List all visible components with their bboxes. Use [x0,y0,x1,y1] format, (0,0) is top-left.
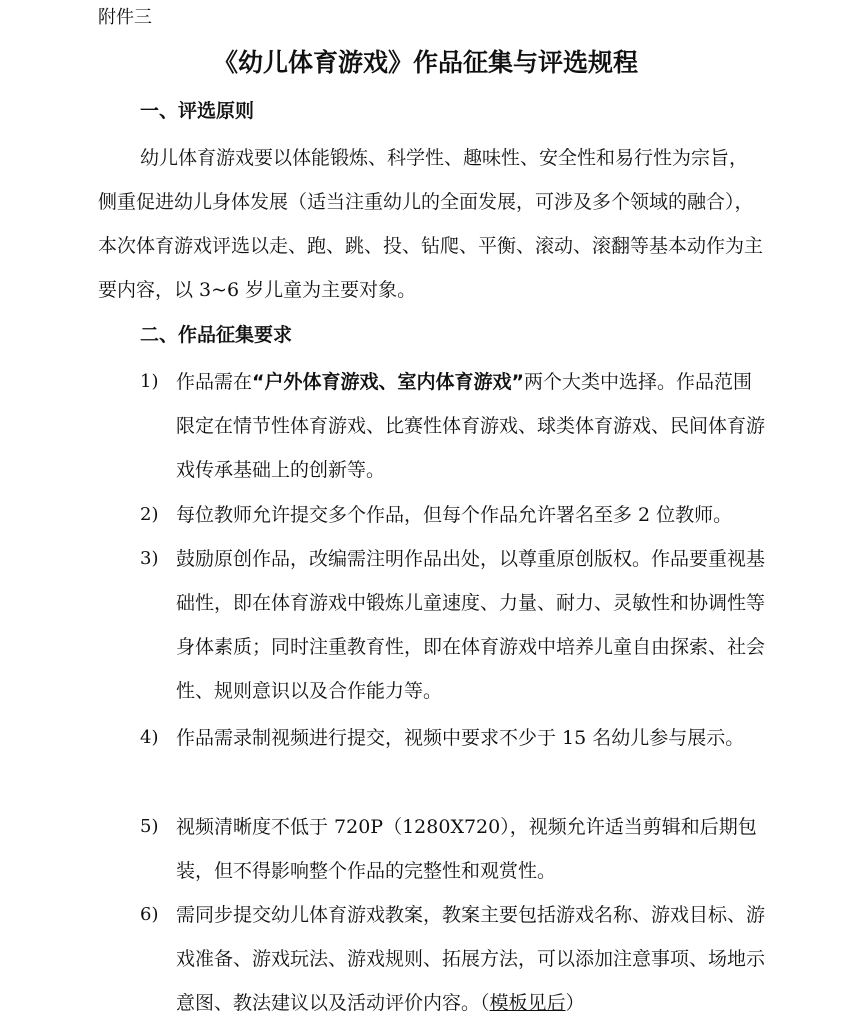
attachment-label: 附件三 [98,7,152,28]
document-title: 《幼儿体育游戏》作品征集与评选规程 [212,48,638,77]
item-text: 每位教师允许提交多个作品，但每个作品允许署名至多 2 位教师。 [176,504,733,526]
item-text: 视频清晰度不低于 720P（1280X720），视频允许适当剪辑和后期包装，但不得影响整个作品的完整性和观赏性。 [176,816,757,882]
principles-paragraph [98,136,766,312]
item-text: 作品需录制视频进行提交，视频中要求不少于 15 名幼儿参与展示。 [176,727,745,749]
item-number: 4) [140,727,159,748]
item-text-main: 需同步提交幼儿体育游戏教案，教案主要包括游戏名称、游戏目标、游戏准备、游戏玩法、游戏规则、拓展方法，可以添加注意事项、场地示意图、教法建议以及活动评价内容。（ [176,904,766,1014]
item-text: 鼓励原创作品，改编需注明作品出处，以尊重原创版权。作品要重视基础性，即在体育游戏中锻炼儿童速度、力量、耐力、灵敏性和协调性等身体素质；同时注重教育性，即在体育游戏中培养儿童自由探索、社会性、规则意识以及合作能力等。 [176,548,766,702]
item-text-pre: 作品需在 [176,371,253,393]
item-number: 5) [140,816,159,837]
item-text [176,360,766,492]
principles-text: 幼儿体育游戏要以体能锻炼、科学性、趣味性、安全性和易行性为宗旨，侧重促进幼儿身体发展（适当注重幼儿的全面发展，可涉及多个领域的融合），本次体育游戏评选以走、跑、跳、投、钻爬、平衡、滚动、滚翻等基本动作为主要内容，以 3~6 岁儿童为主要对象。 [98,147,764,301]
item-text-bold: “户外体育游戏、室内体育游戏” [252,371,524,393]
item-number: 6) [140,904,159,925]
item-number: 1) [140,371,159,392]
item-text [176,893,766,1025]
item-text-close: ） [565,992,585,1014]
template-link[interactable]: 模板见后 [489,992,566,1014]
item-number: 2) [140,504,159,525]
section-heading-principles: 一、评选原则 [140,100,255,122]
item-text-post: 两个大类中选择。作品范围限定在情节性体育游戏、比赛性体育游戏、球类体育游戏、民间体育游戏传承基础上的创新等。 [176,371,766,481]
section-heading-requirements: 二、作品征集要求 [140,324,293,346]
item-number: 3) [140,548,159,569]
